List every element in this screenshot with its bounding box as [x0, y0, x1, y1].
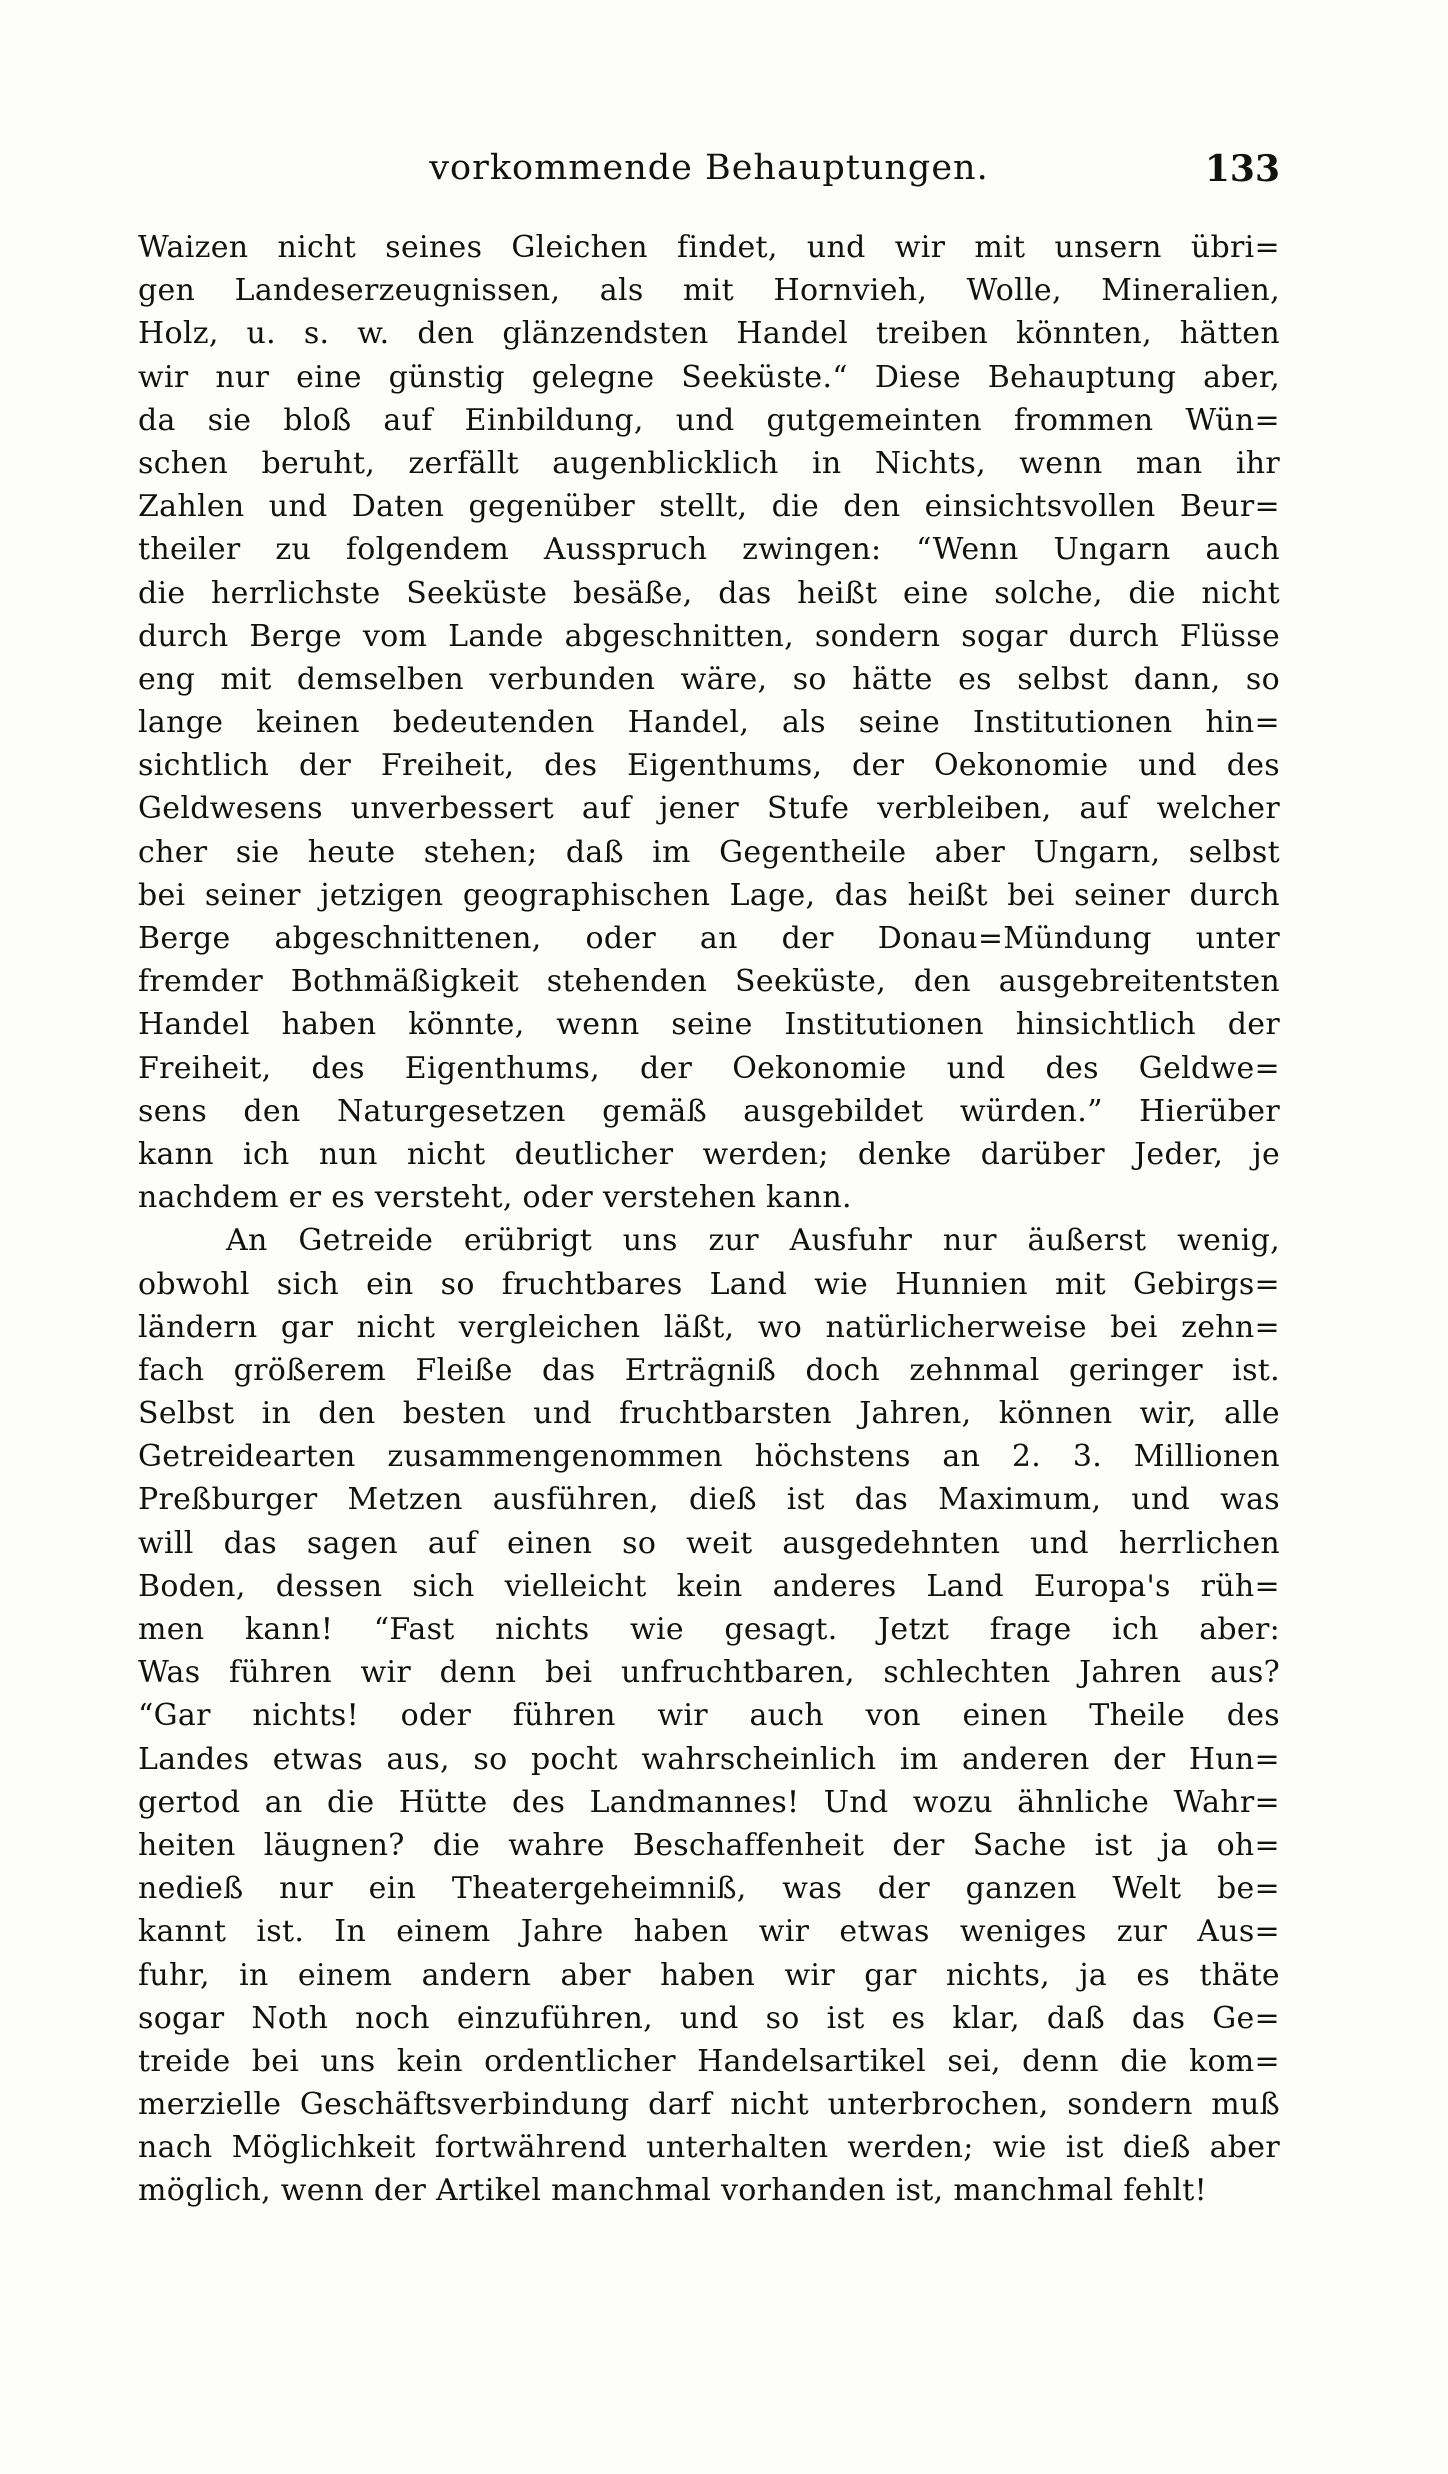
- text-line: die herrlichste Seeküste besäße, das heißt eine solche, die nicht: [138, 575, 1280, 611]
- text-line: “Gar nichts! oder führen wir auch von einen Theile des: [138, 1698, 1280, 1734]
- text-line: möglich, wenn der Artikel manchmal vorhanden ist, manchmal fehlt!: [138, 2173, 1207, 2209]
- text-line: Freiheit, des Eigenthums, der Oekonomie und des Geldwe=: [138, 1050, 1280, 1086]
- text-line: Getreidearten zusammengenommen höchstens an 2. 3. Millionen: [138, 1439, 1280, 1475]
- running-title: vorkommende Behauptungen.: [429, 148, 989, 188]
- text-line: gertod an die Hütte des Landmannes! Und wozu ähnliche Wahr=: [138, 1784, 1280, 1820]
- text-line: Holz, u. s. w. den glänzendsten Handel treiben könnten, hätten: [138, 316, 1280, 352]
- text-line: cher sie heute stehen; daß im Gegentheile aber Ungarn, selbst: [138, 834, 1280, 870]
- paragraph-first-line: An Getreide erübrigt uns zur Ausfuhr nur äußerst wenig,: [226, 1223, 1280, 1259]
- text-line: fremder Bothmäßigkeit stehenden Seeküste, den ausgebreitentsten: [138, 964, 1280, 1000]
- text-line: sogar Noth noch einzuführen, und so ist es klar, daß das Ge=: [138, 2000, 1280, 2036]
- text-line: eng mit demselben verbunden wäre, so hätte es selbst dann, so: [138, 661, 1280, 697]
- text-line: nedieß nur ein Theatergeheimniß, was der ganzen Welt be=: [138, 1871, 1280, 1907]
- text-line: treide bei uns kein ordentlicher Handelsartikel sei, denn die kom=: [138, 2043, 1280, 2079]
- text-line: Waizen nicht seines Gleichen findet, und wir mit unsern übri=: [138, 230, 1280, 265]
- paragraph-last-line: nachdem er es versteht, oder verstehen kann.: [138, 1180, 852, 1216]
- text-line: Was führen wir denn bei unfruchtbaren, schlechten Jahren aus?: [138, 1655, 1280, 1691]
- text-line: Boden, dessen sich vielleicht kein anderes Land Europa's rüh=: [138, 1568, 1280, 1604]
- text-line: theiler zu folgendem Ausspruch zwingen: “Wenn Ungarn auch: [138, 532, 1280, 568]
- text-line: fuhr, in einem andern aber haben wir gar nichts, ja es thäte: [138, 1957, 1280, 1993]
- text-line: da sie bloß auf Einbildung, und gutgemeinten frommen Wün=: [138, 402, 1280, 438]
- text-line: Geldwesens unverbessert auf jener Stufe verbleiben, auf welcher: [138, 791, 1280, 827]
- text-line: men kann! “Fast nichts wie gesagt. Jetzt frage ich aber:: [138, 1612, 1280, 1647]
- text-line: will das sagen auf einen so weit ausgedehnten und herrlichen: [138, 1525, 1280, 1561]
- text-line: Selbst in den besten und fruchtbarsten Jahren, können wir, alle: [138, 1396, 1280, 1432]
- text-line: lange keinen bedeutenden Handel, als seine Institutionen hin=: [138, 705, 1280, 741]
- page-number: 133: [1204, 148, 1280, 190]
- text-line: bei seiner jetzigen geographischen Lage, das heißt bei seiner durch: [138, 877, 1280, 913]
- text-line: fach größerem Fleiße das Erträgniß doch zehnmal geringer ist.: [138, 1352, 1280, 1388]
- text-line: Preßburger Metzen ausführen, dieß ist das Maximum, und was: [138, 1482, 1280, 1518]
- text-line: kannt ist. In einem Jahre haben wir etwas weniges zur Aus=: [138, 1914, 1280, 1950]
- text-line: gen Landeserzeugnissen, als mit Hornvieh, Wolle, Mineralien,: [138, 273, 1280, 309]
- text-line: durch Berge vom Lande abgeschnitten, sondern sogar durch Flüsse: [138, 618, 1280, 654]
- text-line: wir nur eine günstig gelegne Seeküste.“ Diese Behauptung aber,: [138, 359, 1280, 395]
- text-line: Zahlen und Daten gegenüber stellt, die den einsichtsvollen Beur=: [138, 489, 1280, 525]
- text-line: schen beruht, zerfällt augenblicklich in Nichts, wenn man ihr: [138, 445, 1280, 481]
- text-line: sichtlich der Freiheit, des Eigenthums, der Oekonomie und des: [138, 748, 1280, 784]
- text-line: nach Möglichkeit fortwährend unterhalten werden; wie ist dieß aber: [138, 2130, 1280, 2166]
- body-text: [138, 226, 1280, 2213]
- text-line: Handel haben könnte, wenn seine Institutionen hinsichtlich der: [138, 1007, 1280, 1043]
- text-line: heiten läugnen? die wahre Beschaffenheit der Sache ist ja oh=: [138, 1827, 1280, 1863]
- text-line: obwohl sich ein so fruchtbares Land wie Hunnien mit Gebirgs=: [138, 1266, 1280, 1302]
- text-line: ländern gar nicht vergleichen läßt, wo natürlicherweise bei zehn=: [138, 1309, 1280, 1345]
- text-line: sens den Naturgesetzen gemäß ausgebildet würden.” Hierüber: [138, 1093, 1280, 1129]
- text-line: Landes etwas aus, so pocht wahrscheinlich im anderen der Hun=: [138, 1741, 1280, 1777]
- text-line: Berge abgeschnittenen, oder an der Donau=Mündung unter: [138, 921, 1280, 956]
- text-line: merzielle Geschäftsverbindung darf nicht unterbrochen, sondern muß: [138, 2087, 1280, 2123]
- text-line: kann ich nun nicht deutlicher werden; denke darüber Jeder, je: [138, 1136, 1280, 1172]
- page-header: [138, 148, 1280, 204]
